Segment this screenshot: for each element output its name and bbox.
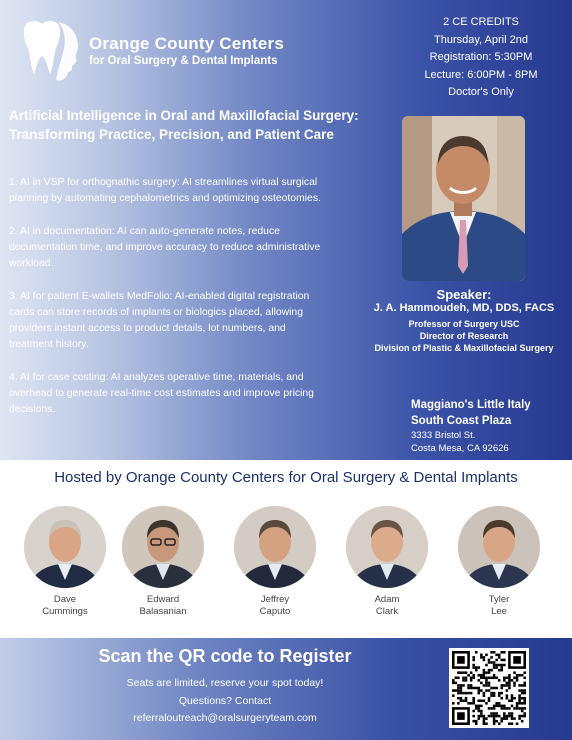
venue — [411, 397, 571, 455]
host-last-name: Clark — [375, 606, 399, 617]
host-portrait-icon — [122, 506, 204, 588]
registration-section — [0, 638, 572, 740]
registration-time: Registration: 5:30PM — [429, 51, 533, 63]
host-last-name: Caputo — [259, 606, 291, 617]
hosted-title: Hosted by Orange County Centers for Oral Surgery & Dental Implants — [54, 469, 518, 486]
speaker-title-line: Director of Research — [419, 331, 509, 341]
host-last-name: Lee — [491, 606, 507, 617]
host-last-name: Balasanian — [139, 606, 187, 617]
topic-item: 1. AI in VSP for orthognathic surgery: AI streamlines virtual surgical planning by automating cephalometrics and optimizing osteotomies. — [9, 177, 321, 204]
org-name: Orange County Centers — [89, 34, 285, 53]
speaker-photo — [402, 116, 525, 281]
event-date: Thursday, April 2nd — [434, 33, 528, 46]
host-portrait-icon — [234, 506, 316, 588]
cta-details — [0, 675, 450, 728]
topic-item: 3. AI for patient E-wallets MedFolio: AI-enabled digital registration cards can store records of implants or biologics placed, allowing providers instant access to product details, lot numbers, and treatment history. — [9, 291, 310, 350]
speaker-title-line: Division of Plastic & Maxillofacial Surgery — [374, 343, 554, 353]
org-subtitle: for Oral Surgery & Dental Implants — [89, 55, 278, 67]
topic-item: 2. AI in documentation: AI can auto-generate notes, reduce documentation time, and improve accuracy to reduce administrative workload. — [9, 226, 321, 269]
host-first-name: Tyler — [488, 594, 510, 605]
ce-credits: 2 CE CREDITS — [443, 16, 519, 28]
contact-email[interactable]: referraloutreach@oralsurgeryteam.com — [133, 712, 317, 724]
lecture-time: Lecture: 6:00PM - 8PM — [424, 68, 538, 81]
host-card — [458, 506, 540, 618]
speaker-label: Speaker: — [436, 287, 492, 302]
host-first-name: Edward — [146, 594, 180, 605]
host-photo — [122, 506, 204, 588]
event-info — [406, 14, 556, 102]
host-card — [234, 506, 316, 618]
speaker-portrait-icon — [402, 116, 525, 281]
cta-headline: Scan the QR code to Register — [98, 646, 352, 666]
topic-list — [9, 175, 329, 435]
speaker-name: J. A. Hammoudeh, MD, DDS, FACS — [373, 302, 555, 314]
host-first-name: Dave — [53, 594, 77, 605]
host-card — [346, 506, 428, 618]
title-line-1: Artificial Intelligence in Oral and Maxillofacial Surgery: — [9, 108, 359, 123]
venue-name-line: Maggiano's Little Italy — [411, 399, 531, 411]
host-last-name: Cummings — [42, 606, 88, 617]
tooth-face-logo-icon — [20, 18, 80, 84]
host-portrait-icon — [24, 506, 106, 588]
audience: Doctor's Only — [448, 86, 514, 98]
hosted-section — [0, 460, 572, 638]
host-first-name: Adam — [374, 594, 400, 605]
host-photo — [24, 506, 106, 588]
host-card — [24, 506, 106, 618]
header — [0, 0, 572, 102]
venue-city: Costa Mesa, CA 92626 — [411, 443, 509, 454]
host-photo — [346, 506, 428, 588]
cta-line: Questions? Contact — [178, 694, 272, 707]
qr-code[interactable] — [449, 648, 529, 728]
host-first-name: Jeffrey — [260, 594, 290, 605]
cta-line: Seats are limited, reserve your spot today! — [126, 677, 324, 689]
qr-code-icon — [452, 651, 526, 725]
host-portrait-icon — [346, 506, 428, 588]
title-line-2: Transforming Practice, Precision, and Patient Care — [9, 127, 334, 142]
host-card — [122, 506, 204, 618]
speaker-title-line: Professor of Surgery USC — [408, 319, 520, 329]
host-portrait-icon — [458, 506, 540, 588]
venue-name-line: South Coast Plaza — [411, 415, 512, 427]
host-photo — [458, 506, 540, 588]
topic-item: 4. AI for case costing: AI analyzes operative time, materials, and overhead to generate real-time cost estimates and improve pricing decisions. — [9, 372, 314, 415]
venue-street: 3333 Bristol St. — [411, 430, 476, 441]
speaker-titles — [350, 318, 572, 354]
host-photo — [234, 506, 316, 588]
